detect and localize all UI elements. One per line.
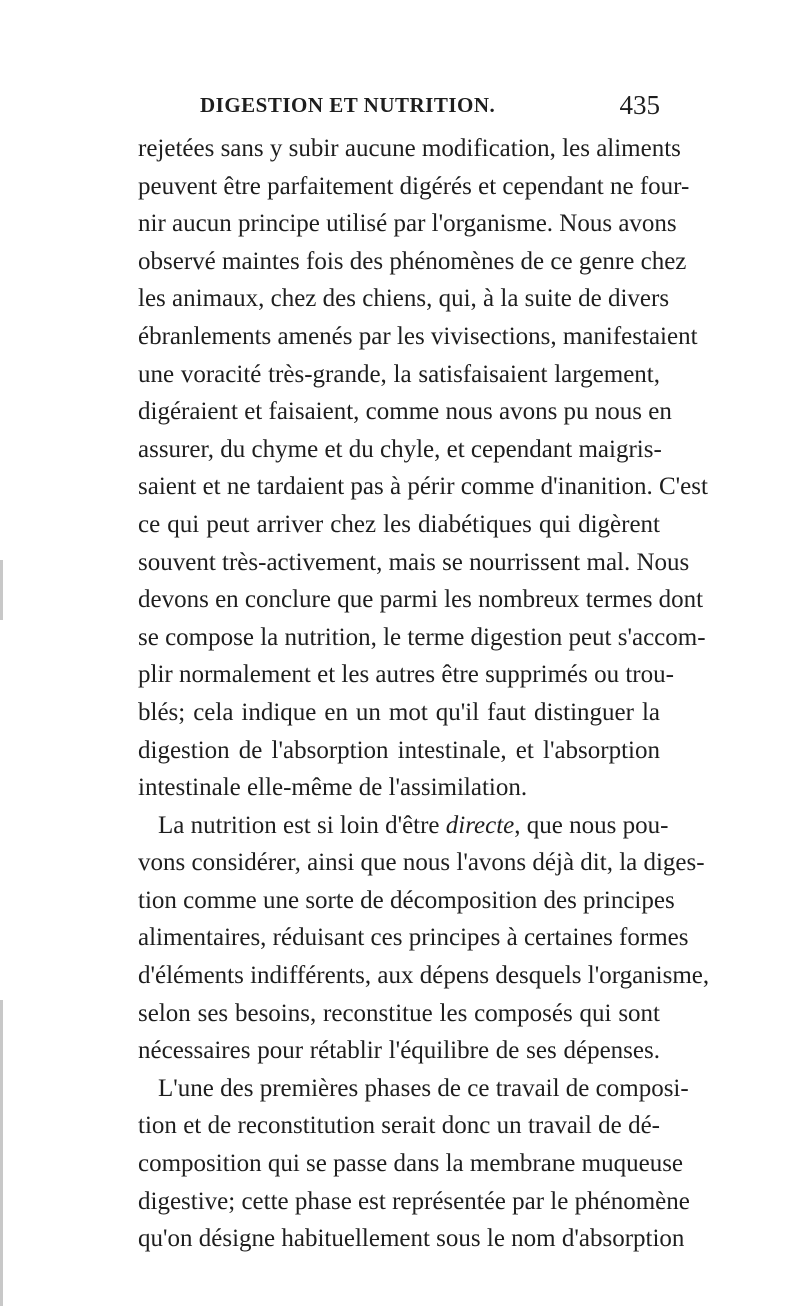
running-title: DIGESTION ET NUTRITION. [200,93,496,117]
body-text [138,130,710,1258]
text-line: saient et ne tardaient pas à périr comme d'inanition. C'est [138,473,708,501]
text-segment: La nutrition est si loin d'être [158,811,446,839]
text-line: nir aucun principe utilisé par l'organisme. Nous avons [138,210,677,238]
emphasized-word: directe [445,811,515,839]
page-edge-shadow [0,560,3,620]
text-line: d'éléments indifférents, aux dépens desquels l'organisme, [138,962,710,990]
text-line: nécessaires pour rétablir l'équilibre de ses dépenses. [138,1037,660,1065]
text-line: tion et de reconstitution serait donc un travail de dé- [138,1112,660,1140]
text-line: digestion de l'absorption intestinale, et l'absorption [138,736,660,764]
text-line: rejetées sans y subir aucune modification, les aliments [138,135,681,162]
text-line: ce qui peut arriver chez les diabétiques qui digèrent [138,510,660,538]
text-line: digéraient et faisaient, comme nous avons pu nous en [138,398,672,426]
text-line: se compose la nutrition, le terme digestion peut s'accom- [138,623,706,651]
text-line: digestive; cette phase est représentée par le phénomène [138,1187,690,1215]
text-line: vons considérer, ainsi que nous l'avons déjà dit, la diges- [138,849,705,877]
text-segment: , que nous pou- [514,811,669,839]
text-line: qu'on désigne habituellement sous le nom d'absorption [138,1225,685,1253]
text-line: plir normalement et les autres être supprimés ou trou- [138,661,674,689]
text-line: les animaux, chez des chiens, qui, à la suite de divers [138,285,670,313]
page-edge-shadow [0,1000,3,1306]
text-line: souvent très-activement, mais se nourrissent mal. Nous [138,548,690,576]
text-line: assurer, du chyme et du chyle, et cependant maigris- [138,435,662,463]
text-line: devons en conclure que parmi les nombreux termes dont [138,586,704,614]
text-line: intestinale elle-même de l'assimilation. [138,774,528,802]
text-line: blés; cela indique en un mot qu'il faut distinguer la [138,698,660,726]
text-line: observé maintes fois des phénomènes de ce genre chez [138,247,687,275]
page-number: 435 [619,90,660,120]
text-line: une voracité très-grande, la satisfaisaient largement, [138,360,660,388]
text-line: peuvent être parfaitement digérés et cependant ne four- [138,172,690,200]
text-line: L'une des premières phases de ce travail de composi- [158,1074,689,1102]
page-header [200,90,660,120]
text-line: composition qui se passe dans la membrane muqueuse [138,1150,684,1178]
text-line: tion comme une sorte de décomposition des principes [138,886,675,914]
text-line: selon ses besoins, reconstitue les composés qui sont [138,999,660,1027]
text-line [138,807,669,845]
text-line: alimentaires, réduisant ces principes à certaines formes [138,924,689,952]
text-line: ébranlements amenés par les vivisections, manifestaient [138,322,698,350]
